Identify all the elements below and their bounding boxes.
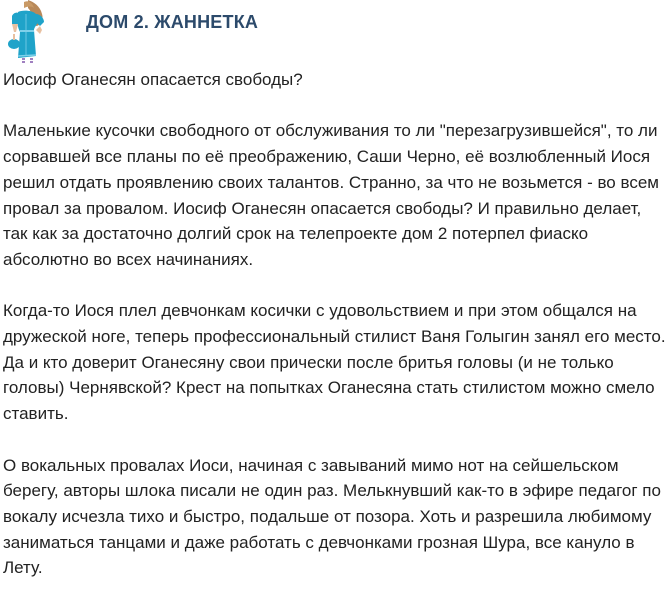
article-paragraph: О вокальных провалах Иоси, начиная с завываний мимо нот на сейшельском берегу, авторы шлока писали не один раз. Мелькнувший как-то в эфире педагог по вокалу исчезла тихо и быстро, подальше от позора. Хоть и разрешила любимому заниматься танцами и даже работать с девчонками грозная Шура, все кануло в Лету. xyxy=(3,455,661,578)
page-header xyxy=(0,0,670,64)
avatar[interactable] xyxy=(4,0,48,64)
article-headline: Иосиф Оганесян опасается свободы? xyxy=(3,70,303,89)
woman-in-blue-dress-icon xyxy=(4,0,48,64)
article-body xyxy=(3,67,669,607)
article-paragraph: Маленькие кусочки свободного от обслуживания то ли "перезагрузившейся", то ли сорвавшей все планы по её преображению, Саши Черно, её возлюбленный Иося решил отдать проявлению своих талантов. Странно, за что не возьмется - во всем провал за провалом. Иосиф Оганесян опасается свободы? И правильно делает, так как за достаточно долгий срок на телепроекте дом 2 потерпел фиаско абсолютно во всех начинаниях. xyxy=(3,121,659,269)
article-paragraph: Когда-то Иося плел девчонкам косички с удовольствием и при этом общался на дружеской ноге, теперь профессиональный стилист Ваня Голыгин занял его место. Да и кто доверит Оганесяну свои прически после бритья головы (и не только головы) Чернявской? Крест на попытках Оганесяна стать стилистом можно смело ставить. xyxy=(3,301,666,424)
site-title[interactable]: ДОМ 2. ЖАННЕТКА xyxy=(86,12,259,32)
